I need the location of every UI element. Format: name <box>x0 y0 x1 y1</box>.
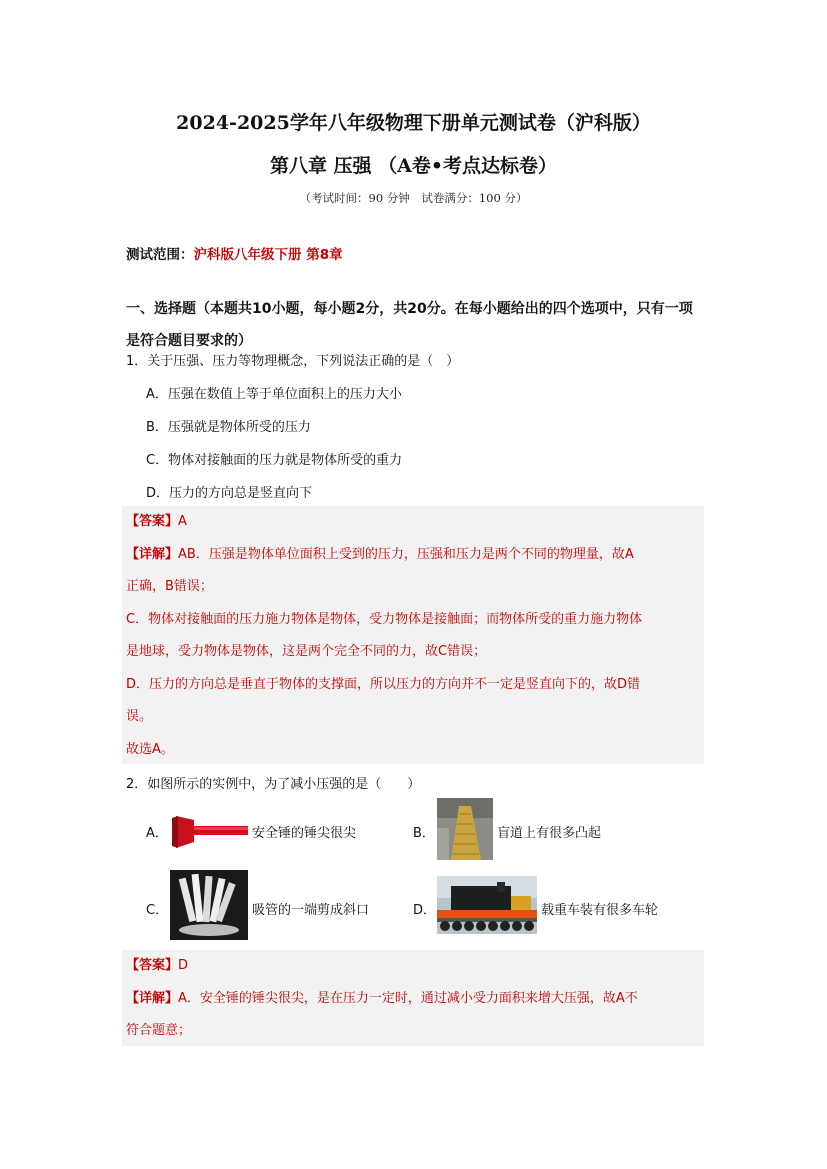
question-2-option-a-text: 安全锤的锤尖很尖 <box>252 826 357 841</box>
question-2-option-b-text: 盲道上有很多凸起 <box>497 826 602 841</box>
test-scope <box>126 243 343 263</box>
test-scope-value: 沪科版八年级下册 第8章 <box>193 247 343 263</box>
question-1-option-b: B．压强就是物体所受的压力 <box>146 420 311 435</box>
question-1-detail-line: 误。 <box>126 709 153 724</box>
tactile-paving-photo-icon <box>437 798 493 860</box>
question-1-detail-line: 故选A。 <box>126 741 174 757</box>
question-1-detail-line: 是地球，受力物体是物体，这是两个完全不同的力，故C错误； <box>126 644 487 659</box>
safety-hammer-photo-icon <box>170 814 248 850</box>
question-2-option-a-letter: A． <box>146 826 168 841</box>
question-2-option-d-letter: D． <box>413 903 437 918</box>
question-1-option-a: A．压强在数值上等于单位面积上的压力大小 <box>146 387 402 402</box>
heavy-truck-photo-icon <box>437 876 537 934</box>
question-1-detail-line: 【详解】AB．压强是物体单位面积上受到的压力，压强和压力是两个不同的物理量，故A <box>126 546 634 562</box>
page-title: 2024-2025学年八年级物理下册单元测试卷（沪科版） <box>176 112 651 134</box>
question-1-answer: 【答案】A <box>126 514 187 529</box>
question-1-stem: 1．关于压强、压力等物理概念，下列说法正确的是（ ） <box>126 354 460 369</box>
question-2-option-c-letter: C． <box>146 903 169 918</box>
test-scope-label: 测试范围： <box>126 247 194 263</box>
question-2-detail-line: 【详解】A．安全锤的锤尖很尖，是在压力一定时，通过减小受力面积来增大压强，故A不 <box>126 990 638 1006</box>
exam-info: （考试时间：90 分钟 试卷满分：100 分） <box>299 191 528 205</box>
question-1-option-d: D．压力的方向总是竖直向下 <box>146 486 313 501</box>
question-2-answer-block <box>126 950 704 1048</box>
question-2-option-c-text: 吸管的一端剪成斜口 <box>252 903 370 918</box>
question-1-detail-line: C．物体对接触面的压力施力物体是物体，受力物体是接触面；而物体所受的重力施力物体 <box>126 611 643 627</box>
question-2-stem: 2．如图所示的实例中，为了减小压强的是（ ） <box>126 777 421 792</box>
chapter-title: 第八章 压强 （A卷•考点达标卷） <box>269 155 558 177</box>
straws-photo-icon <box>170 870 248 940</box>
question-1-detail-line: 正确，B错误； <box>126 579 213 594</box>
section-heading: 一、选择题（本题共10小题，每小题2分，共20分。在每小题给出的四个选项中，只有一项是符合题目要求的） <box>126 301 693 349</box>
question-1-answer-block <box>126 506 704 766</box>
question-1-option-c: C．物体对接触面的压力就是物体所受的重力 <box>146 453 403 468</box>
question-2-option-b-letter: B． <box>413 826 435 841</box>
question-2-option-d-text: 载重车装有很多车轮 <box>541 903 659 918</box>
question-2-detail-line: 符合题意； <box>126 1023 192 1038</box>
question-1-detail-line: D．压力的方向总是垂直于物体的支撑面，所以压力的方向并不一定是竖直向下的，故D错 <box>126 676 641 692</box>
question-2-answer: 【答案】D <box>126 958 189 973</box>
